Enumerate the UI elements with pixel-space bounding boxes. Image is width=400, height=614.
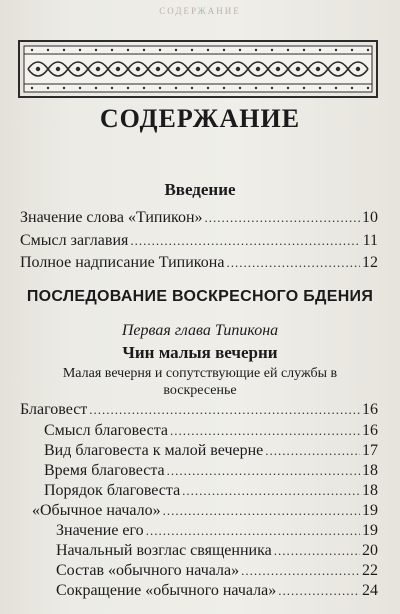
toc-entry-page: 24 xyxy=(362,582,378,599)
toc-entry-label: Смысл благовеста xyxy=(44,422,168,439)
toc-entry[interactable] xyxy=(20,253,378,273)
toc-entry-label: Сокращение «обычного начала» xyxy=(56,582,277,599)
subsection-description: Малая вечерня и сопутствующие ей службы в воскресенье xyxy=(62,366,338,398)
toc-entry-label: Смысл заглавия xyxy=(20,232,129,249)
toc-entry[interactable] xyxy=(20,208,378,228)
chapter-heading: Первая глава Типикона xyxy=(121,322,279,339)
toc-entry-label: Порядок благовеста xyxy=(44,482,181,499)
leader-dots xyxy=(89,400,360,420)
toc-entry-page: 16 xyxy=(362,422,378,439)
leader-dots xyxy=(241,561,360,581)
toc-entry-page: 12 xyxy=(362,254,378,271)
toc-entry-label: Значение слова «Типикон» xyxy=(20,209,203,226)
toc-entry-label: Вид благовеста к малой вечерне xyxy=(44,442,264,459)
leader-dots xyxy=(274,541,360,561)
toc-entry[interactable] xyxy=(44,481,378,501)
toc-entry[interactable] xyxy=(32,501,378,521)
toc-entry[interactable] xyxy=(44,421,378,441)
leader-dots xyxy=(278,581,360,601)
toc-entry-label: Благовест xyxy=(20,401,88,418)
toc-entry-label: Состав «обычного начала» xyxy=(56,562,240,579)
toc-entry[interactable] xyxy=(44,441,378,461)
toc-entry-page: 10 xyxy=(362,209,378,226)
toc-entry-label: «Обычное начало» xyxy=(32,502,161,519)
toc-entry-label: Начальный возглас священника xyxy=(56,542,272,559)
leader-dots xyxy=(226,253,360,273)
intro-heading: Введение xyxy=(164,180,236,199)
leader-dots xyxy=(265,441,360,461)
toc-entry-page: 19 xyxy=(362,522,378,539)
toc-entry[interactable] xyxy=(44,461,378,481)
toc-entry-label: Значение его xyxy=(56,522,144,539)
toc-entry[interactable] xyxy=(56,561,378,581)
bleed-through-running-title: СОДЕРЖАНИЕ xyxy=(159,6,241,16)
toc-entry-page: 18 xyxy=(362,482,378,499)
leader-dots xyxy=(205,208,360,228)
toc-entry-label: Время благовеста xyxy=(44,462,165,479)
toc-entry-page: 22 xyxy=(362,562,378,579)
subsection-heading: Чин малыя вечерни xyxy=(122,343,278,362)
decorative-header-ornament xyxy=(18,40,378,98)
leader-dots xyxy=(167,461,360,481)
toc-entry[interactable] xyxy=(56,581,378,601)
toc-entry[interactable] xyxy=(56,521,378,541)
toc-entry-page: 20 xyxy=(362,542,378,559)
section-heading: ПОСЛЕДОВАНИЕ ВОСКРЕСНОГО БДЕНИЯ xyxy=(26,288,374,305)
leader-dots xyxy=(130,231,360,251)
leader-dots xyxy=(146,521,360,541)
page-title: СОДЕРЖАНИЕ xyxy=(99,104,301,133)
toc-entry[interactable] xyxy=(20,231,378,251)
toc-entry-page: 19 xyxy=(362,502,378,519)
toc-entry-page: 11 xyxy=(362,232,378,249)
toc-entry-page: 17 xyxy=(362,442,378,459)
toc-entry[interactable] xyxy=(56,541,378,561)
leader-dots xyxy=(182,481,360,501)
toc-entry-page: 16 xyxy=(362,401,378,418)
toc-entry[interactable] xyxy=(20,400,378,420)
leader-dots xyxy=(163,501,360,521)
toc-entry-page: 18 xyxy=(362,462,378,479)
toc-entry-label: Полное надписание Типикона xyxy=(20,254,225,271)
leader-dots xyxy=(170,421,360,441)
